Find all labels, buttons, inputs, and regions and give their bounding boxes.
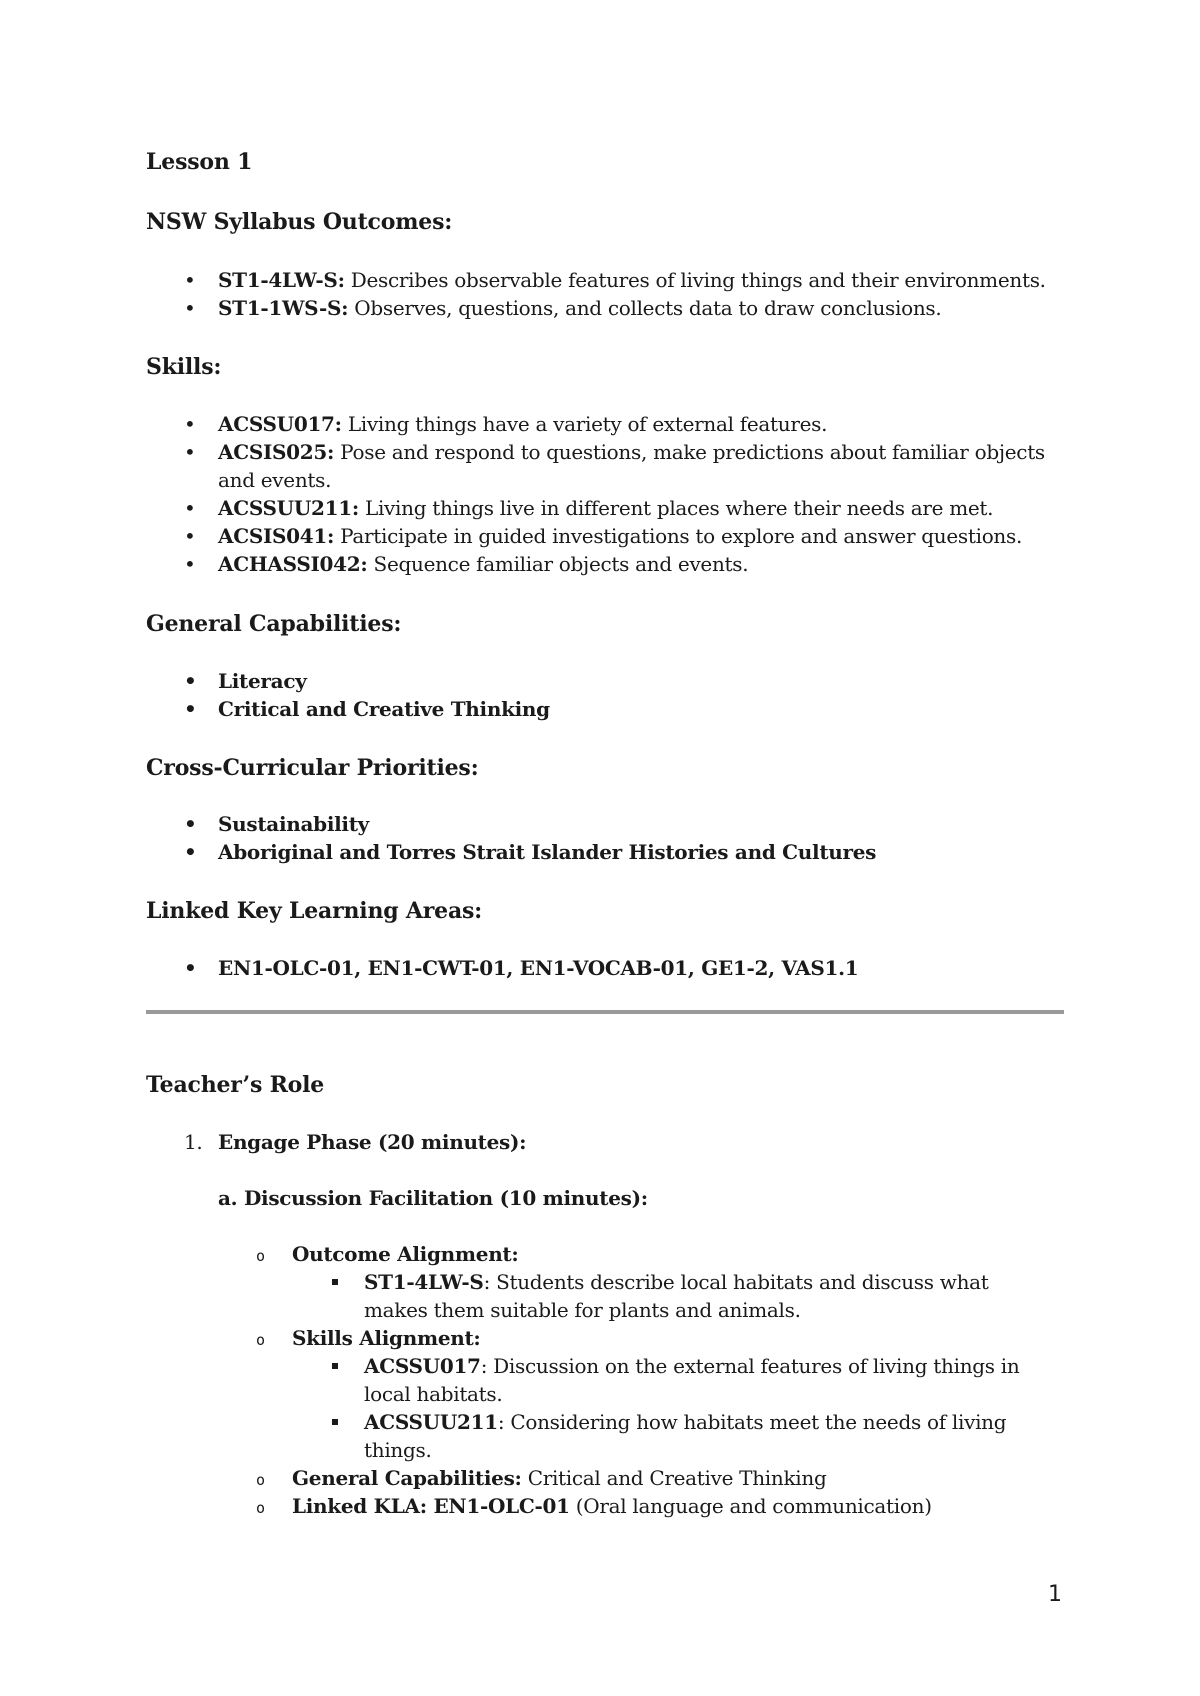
teacher-role-heading: Teacher’s Role <box>146 1072 325 1098</box>
outcome-code: ST1-4LW-S: <box>218 268 345 292</box>
skills-alignment-sublist <box>292 1352 1056 1464</box>
list-item: • Aboriginal and Torres Strait Islander Histories and Cultures <box>146 838 1056 866</box>
skill-code: ACSSU017: <box>218 412 342 436</box>
outcome-alignment-label: Outcome Alignment: <box>292 1242 519 1266</box>
general-capabilities-list <box>146 667 1056 723</box>
skill-text: : Discussion on the external features of living things in local habitats. <box>364 1354 1020 1406</box>
linked-kla-heading: Linked Key Learning Areas: <box>146 898 483 924</box>
outcome-text: : Students describe local habitats and discuss what makes them suitable for plants and animals. <box>364 1270 989 1322</box>
list-item <box>146 294 1056 322</box>
linked-kla-label: Linked KLA: EN1-OLC-01 <box>292 1494 570 1518</box>
linked-kla-list <box>146 954 1056 982</box>
skill-code: ACSSU017 <box>364 1354 481 1378</box>
list-item: • Literacy <box>146 667 1056 695</box>
list-item <box>146 522 1056 550</box>
linked-kla-text: (Oral language and communication) <box>569 1494 932 1518</box>
list-item <box>146 266 1056 294</box>
skills-list <box>146 410 1056 578</box>
skill-code: ACHASSI042: <box>218 552 368 576</box>
list-item <box>146 1324 1056 1464</box>
engage-phase-item <box>184 1128 526 1156</box>
skill-text: Participate in guided investigations to explore and answer questions. <box>334 524 1023 548</box>
list-item <box>146 550 1056 578</box>
lesson-title: Lesson 1 <box>146 149 253 175</box>
list-number: 1. <box>184 1130 203 1154</box>
skill-text: Pose and respond to questions, make predictions about familiar objects and events. <box>218 440 1045 492</box>
list-item <box>146 1464 1056 1492</box>
skill-code: ACSIS041: <box>218 524 335 548</box>
list-item <box>146 494 1056 522</box>
outcome-code: ST1-1WS-S: <box>218 296 349 320</box>
outcome-code: ST1-4LW-S <box>364 1270 484 1294</box>
list-item <box>292 1352 1056 1408</box>
general-capabilities-label: General Capabilities: <box>292 1466 522 1490</box>
skill-text: Living things have a variety of external features. <box>341 412 828 436</box>
cross-curricular-heading: Cross-Curricular Priorities: <box>146 755 479 781</box>
outcomes-heading: NSW Syllabus Outcomes: <box>146 209 453 235</box>
skill-text: Living things live in different places where their needs are met. <box>358 496 994 520</box>
outcome-text: Observes, questions, and collects data to draw conclusions. <box>348 296 942 320</box>
list-item <box>146 1240 1056 1324</box>
general-capabilities-heading: General Capabilities: <box>146 611 402 637</box>
phase-title: Engage Phase (20 minutes): <box>218 1130 527 1154</box>
list-item <box>292 1408 1056 1464</box>
outcome-text: Describes observable features of living things and their environments. <box>344 268 1046 292</box>
skills-alignment-label: Skills Alignment: <box>292 1326 481 1350</box>
list-item <box>292 1268 1056 1324</box>
list-item <box>146 1492 1056 1520</box>
list-item: • Critical and Creative Thinking <box>146 695 1056 723</box>
general-capabilities-text: Critical and Creative Thinking <box>521 1466 827 1490</box>
skill-text: : Considering how habitats meet the needs of living things. <box>364 1410 1007 1462</box>
alignment-list <box>146 1240 1056 1520</box>
skill-text: Sequence familiar objects and events. <box>367 552 749 576</box>
list-item: • Sustainability <box>146 810 1056 838</box>
list-item: • EN1-OLC-01, EN1-CWT-01, EN1-VOCAB-01, GE1-2, VAS1.1 <box>146 954 1056 982</box>
outcomes-list <box>146 266 1056 322</box>
cross-curricular-list <box>146 810 1056 866</box>
skill-code: ACSSUU211: <box>218 496 359 520</box>
skill-code: ACSIS025: <box>218 440 335 464</box>
discussion-facilitation-title: a. Discussion Facilitation (10 minutes): <box>218 1186 648 1210</box>
list-item <box>146 410 1056 438</box>
list-item <box>146 438 1056 494</box>
outcome-alignment-sublist <box>292 1268 1056 1324</box>
skills-heading: Skills: <box>146 354 222 380</box>
skill-code: ACSSUU211 <box>364 1410 498 1434</box>
horizontal-divider <box>146 1010 1064 1014</box>
page-number: 1 <box>1048 1582 1062 1607</box>
